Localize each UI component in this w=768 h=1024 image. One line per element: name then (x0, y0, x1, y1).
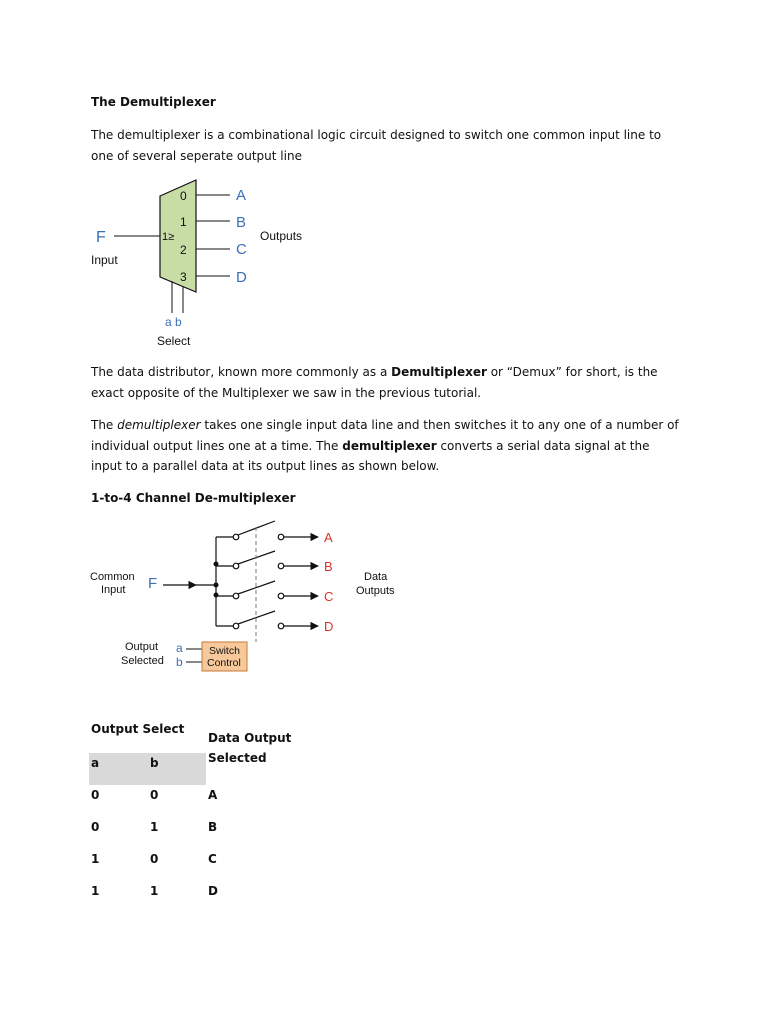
diagram1-pin-3: 3 (180, 270, 187, 284)
table-header-selected: Selected (208, 751, 267, 765)
diagram2-input-letter: F (148, 575, 158, 592)
page-title: The Demultiplexer (91, 95, 216, 109)
diagram2-output-d: D (324, 619, 334, 634)
table-cell: D (208, 884, 218, 898)
table-cell: 1 (150, 820, 159, 834)
table-header-output-select: Output Select (91, 722, 185, 736)
diagram1-pin-2: 2 (180, 243, 187, 257)
table-col-a: a (91, 756, 100, 770)
diagram2-switch-label-2: Control (207, 657, 241, 669)
diagram1-input-label: Input (91, 253, 118, 267)
diagram2-switch-label-1: Switch (209, 645, 240, 657)
table-cell: B (208, 820, 218, 834)
section-heading: 1-to-4 Channel De-multiplexer (91, 491, 296, 505)
paragraph-demux-description: The demultiplexer takes one single input data line and then switches it to any one of a number of individual output lines one at a time. The demultiplexer converts a serial data signal at the input to a parallel data at its output lines as shown below. (91, 418, 679, 473)
table-cell: 0 (150, 852, 159, 866)
diagram1-output-c: C (236, 241, 247, 258)
table-cell: 1 (91, 884, 100, 898)
table-cell: A (208, 788, 218, 802)
table-cell: 1 (91, 852, 100, 866)
diagram2-output-label-1: Output (125, 641, 159, 653)
diagram1-output-d: D (236, 269, 247, 286)
diagram2-select-a: a (176, 641, 183, 655)
table-col-b: b (150, 756, 159, 770)
diagram1-output-a: A (236, 187, 247, 204)
diagram1-pin-0: 0 (180, 189, 187, 203)
table-header-data-output: Data Output (208, 731, 292, 745)
diagram2-output-c: C (324, 589, 334, 604)
diagram1-input-letter: F (96, 229, 106, 246)
diagram2-output-a: A (324, 530, 333, 545)
table-cell: C (208, 852, 217, 866)
diagram2-output-label-2: Selected (121, 655, 164, 667)
diagram1-select-label: Select (157, 334, 191, 348)
diagram2-common-label-1: Common (90, 571, 135, 583)
intro-paragraph: The demultiplexer is a combinational logic circuit designed to switch one common input line to one of several seperate output line (91, 128, 662, 163)
paragraph-data-distributor: The data distributor, known more commonly as a Demultiplexer or “Demux” for short, is the exact opposite of the Multiplexer we saw in the previous tutorial. (91, 365, 658, 400)
diagram2-data-label-1: Data (364, 571, 388, 583)
diagram2-select-b: b (176, 655, 183, 669)
diagram2-output-b: B (324, 559, 333, 574)
table-cell: 0 (91, 820, 100, 834)
diagram1-pin-1: 1 (180, 215, 187, 229)
table-cell: 0 (150, 788, 159, 802)
diagram2-common-label-2: Input (101, 584, 126, 596)
diagram1-gate-label: 1≥ (162, 231, 175, 243)
diagram1-output-b: B (236, 214, 247, 231)
table-subheader-row (89, 753, 206, 785)
diagram2-data-label-2: Outputs (356, 585, 395, 597)
table-cell: 1 (150, 884, 159, 898)
diagram1-select-lines: a b (165, 315, 182, 329)
table-cell: 0 (91, 788, 100, 802)
diagram1-outputs-label: Outputs (260, 229, 303, 243)
